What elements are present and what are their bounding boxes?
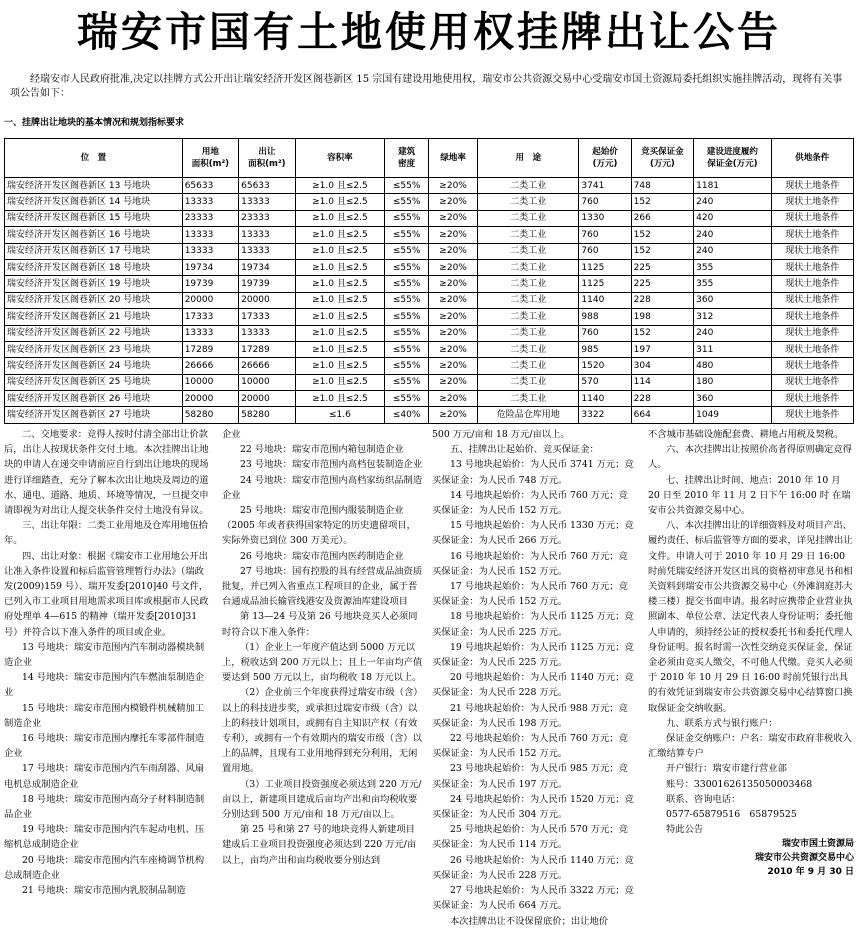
paragraph: 13 号地块：瑞安市范围内汽车制动器模块制造企业 [4,641,205,669]
table-cell: 1140 [579,391,631,407]
table-body [5,178,854,424]
table-cell: ≤55% [385,325,429,341]
table-cell: 760 [579,194,631,210]
table-cell: 瑞安经济开发区阁巷新区 15 号地块 [5,210,183,226]
table-cell: 1330 [579,210,631,226]
table-cell: 13333 [182,194,238,210]
paragraph: 17 号地块起始价：为人民币 760 万元；竞买保证金：为人民币 152 万元。 [432,581,628,608]
table-cell: 二类工业 [478,341,579,357]
table-cell: 瑞安经济开发区阁巷新区 27 号地块 [5,407,183,423]
table-header-row [5,139,854,178]
table-cell: ≥1.0 且≤2.5 [295,227,385,243]
table-cell: 355 [694,276,771,292]
table-row [5,391,854,407]
table-cell: 瑞安经济开发区阁巷新区 24 号地块 [5,358,183,374]
table-cell: ≥20% [429,194,478,210]
table-cell: 152 [631,243,693,259]
table-cell: ≥1.0 且≤2.5 [295,309,385,325]
table-cell: 19734 [239,259,295,275]
table-cell: 二类工业 [478,309,579,325]
table-cell: ≥1.0 且≤2.5 [295,210,385,226]
table-cell: 20000 [239,292,295,308]
paragraph: 开户银行：瑞安市建行营业部 [666,763,787,775]
table-cell: ≥20% [429,407,478,423]
table-cell: 13333 [239,194,295,210]
paragraph: 五、挂牌出让起始价、竞买保证金： [450,444,599,456]
paragraph: 20 号地块起始价：为人民币 1140 万元；竞买保证金：为人民币 228 万元。 [432,672,634,699]
paragraph: 四、出让对象：根据《瑞安市工业用地公开出让准入条件设置和标后监管管理暂行办法》（瑞政发(2009)159 号）、瑞开发委[2010]40 号文件，已列入市工业项目用地需求项目库或根据市人民政府处理单 4—615 的精神（瑞开发委[2010]31 号）并符合以下准入条件的项目或企业。 [4,550,209,638]
table-cell: 二类工业 [478,194,579,210]
table-cell: 197 [631,341,693,357]
table-cell: 65633 [182,178,238,194]
paragraph: 24 号地块：瑞安市范围内高档家纺织品制造企业 [222,474,423,501]
table-cell: 58280 [182,407,238,423]
intro-paragraph: 经瑞安市人民政府批准,决定以挂牌方式公开出让瑞安经济开发区阁巷新区 15 宗国有建设用地使用权，瑞安市公共资源交易中心受瑞安市国土资源局委托组织实施挂牌活动，现将有关事项公告如下： [10,74,843,99]
table-cell: 10000 [182,374,238,390]
table-cell: 现状土地条件 [771,292,853,308]
table-cell: 664 [631,407,693,423]
table-row [5,341,854,357]
table-cell: 225 [631,276,693,292]
table-cell: 304 [631,358,693,374]
table-cell: 二类工业 [478,227,579,243]
paragraph: 26 号地块起始价：为人民币 1140 万元；竞买保证金：为人民币 228 万元。 [432,854,634,881]
paragraph: 23 号地块：瑞安市范围内高档包装制造企业 [240,459,423,471]
table-cell: 危险品仓库用地 [478,407,579,423]
table-cell: 20000 [239,391,295,407]
table-cell: 二类工业 [478,325,579,341]
table-cell: 13333 [239,325,295,341]
table-cell: ≥20% [429,210,478,226]
table-cell: ≤55% [385,341,429,357]
table-header-cell: 起始价 (万元) [579,139,631,178]
table-cell: 570 [579,374,631,390]
table-cell: 瑞安经济开发区阁巷新区 26 号地块 [5,391,183,407]
table-row [5,194,854,210]
paragraph: 15 号地块：瑞安市范围内模锻件机械精加工制造企业 [4,702,205,729]
table-cell: 23333 [239,210,295,226]
table-cell: 152 [631,227,693,243]
table-cell: 现状土地条件 [771,259,853,275]
paragraph: 18 号地块起始价：为人民币 1125 万元；竞买保证金：为人民币 225 万元。 [432,611,634,638]
paragraph: 14 号地块：瑞安市范围内汽车燃油泵制造企业 [4,672,205,699]
table-row [5,309,854,325]
table-cell: 1520 [579,358,631,374]
table-cell: 19739 [182,276,238,292]
table-cell: ≤55% [385,358,429,374]
signature-org-2: 瑞安市公共资源交易中心 [754,853,854,864]
table-cell: 198 [631,309,693,325]
paragraph: 21 号地块起始价：为人民币 988 万元；竞买保证金：为人民币 198 万元。 [432,702,628,729]
paragraph: 企业 [222,429,241,440]
column-2 [222,427,424,873]
paragraph: 26 号地块：瑞安市范围内医药制造企业 [240,550,404,562]
paragraph: 七、挂牌出让时间、地点：2010 年 10 月 20 日至 2010 年 11 月 2 日下午 16:00 时 在瑞安市公共资源交易中心。 [648,474,851,517]
paragraph: 第 25 号和第 27 号的地块竞得人新建项目建成后工业项目投资强度必须达到 220 万元/亩以上，亩均产出和亩均税收要分别达到 [222,824,417,866]
table-cell: 20000 [182,391,238,407]
table-cell: 13333 [182,243,238,259]
table-row [5,178,854,194]
table-cell: 10000 [239,374,295,390]
table-cell: ≥20% [429,391,478,407]
table-cell: 瑞安经济开发区阁巷新区 21 号地块 [5,309,183,325]
paragraph: 23 号地块起始价：为人民币 985 万元；竞买保证金：为人民币 197 万元。 [432,763,628,790]
table-cell: 152 [631,194,693,210]
paragraph: 0577-65879516 65879525 [666,809,797,821]
signature-date: 2010 年 9 月 30 日 [767,867,854,878]
table-cell: 19734 [182,259,238,275]
table-row [5,374,854,390]
signature-org-1: 瑞安市国土资源局 [781,839,854,850]
table-row [5,276,854,292]
table-cell: ≤55% [385,259,429,275]
paragraph: 13 号地块起始价：为人民币 3741 万元；竞买保证金：为人民币 748 万元。 [432,459,634,486]
table-cell: ≤55% [385,178,429,194]
page-title: 瑞安市国有土地使用权挂牌出让公告 [77,8,781,56]
table-cell: 瑞安经济开发区阁巷新区 19 号地块 [5,276,183,292]
table-header-cell: 位 置 [5,139,183,178]
table-cell: ≥20% [429,227,478,243]
paragraph: 21 号地块：瑞安市范围内乳胶制品制造 [22,885,186,897]
table-cell: ≤55% [385,292,429,308]
table-cell: 现状土地条件 [771,243,853,259]
table-cell: 312 [694,309,771,325]
table-cell: 360 [694,391,771,407]
table-cell: ≥20% [429,325,478,341]
table-cell: 20000 [182,292,238,308]
table-cell: 现状土地条件 [771,374,853,390]
table-cell: ≤55% [385,309,429,325]
paragraph: 24 号地块起始价：为人民币 1520 万元；竞买保证金：为人民币 304 万元。 [432,793,634,821]
table-cell: 240 [694,194,771,210]
table-cell: 现状土地条件 [771,325,853,341]
table-cell: 985 [579,341,631,357]
table-header-cell: 用地 面积(m²) [182,139,238,178]
table-cell: 65633 [239,178,295,194]
table-cell: 瑞安经济开发区阁巷新区 17 号地块 [5,243,183,259]
table-cell: 现状土地条件 [771,358,853,374]
table-cell: 240 [694,243,771,259]
table-cell: ≥20% [429,309,478,325]
table-cell: ≤55% [385,276,429,292]
table-header-cell: 容积率 [295,139,385,178]
table-cell: ≥1.0 且≤2.5 [295,178,385,194]
table-cell: ≤55% [385,243,429,259]
table-cell: ≤55% [385,374,429,390]
table-cell: 240 [694,227,771,243]
paragraph: 22 号地块：瑞安市范围内箱包制造企业 [240,444,404,456]
table-cell: 19739 [239,276,295,292]
table-cell: ≤55% [385,194,429,210]
paragraph: 联系、咨询电话： [666,793,741,805]
table-cell: ≥20% [429,178,478,194]
table-cell: 瑞安经济开发区阁巷新区 23 号地块 [5,341,183,357]
paragraph: 19 号地块：瑞安市范围内汽车起动电机、压缩机总成制造企业 [4,824,205,851]
table-cell: 23333 [182,210,238,226]
table-cell: 760 [579,227,631,243]
paragraph: 账号：33001626135050003468 [666,778,813,790]
table-cell: 现状土地条件 [771,309,853,325]
table-header-cell: 竞买保证金 (万元) [631,139,693,178]
paragraph: 17 号地块：瑞安市范围内汽车雨刮器、风扇电机总成制造企业 [4,763,205,790]
paragraph: 六、本次挂牌出让按照价高者得原则确定竞得人。 [648,444,852,471]
table-cell: ≤55% [385,227,429,243]
table-cell: 13333 [182,325,238,341]
signature-block [648,837,854,879]
table-cell: ≥20% [429,292,478,308]
table-cell: ≥1.0 且≤2.5 [295,259,385,275]
table-cell: 760 [579,325,631,341]
table-cell: 瑞安经济开发区阁巷新区 25 号地块 [5,374,183,390]
paragraph: 22 号地块起始价：为人民币 760 万元；竞买保证金：为人民币 152 万元。 [432,733,628,760]
table-cell: 180 [694,374,771,390]
table-cell: 26666 [182,358,238,374]
table-cell: 瑞安经济开发区阁巷新区 22 号地块 [5,325,183,341]
table-cell: 17333 [182,309,238,325]
table-cell: ≥1.0 且≤2.5 [295,292,385,308]
table-cell: 3322 [579,407,631,423]
table-cell: ≥20% [429,374,478,390]
table-cell: 760 [579,243,631,259]
paragraph: 不含城市基础设施配套费、耕地占用税及契税。 [648,429,844,440]
table-cell: 瑞安经济开发区阁巷新区 18 号地块 [5,259,183,275]
table-cell: ≥20% [429,243,478,259]
table-cell: 二类工业 [478,178,579,194]
table-row [5,358,854,374]
table-cell: ≥20% [429,276,478,292]
table-cell: 1125 [579,276,631,292]
table-row [5,227,854,243]
table-cell: 17289 [239,341,295,357]
table-cell: 二类工业 [478,259,579,275]
table-cell: 13333 [239,227,295,243]
paragraph: 九、联系方式与银行账户： [666,717,778,729]
paragraph: 保证金交纳账户：户名：瑞安市政府非税收入汇缴结算专户 [648,733,852,760]
table-cell: 二类工业 [478,292,579,308]
table-cell: 二类工业 [478,391,579,407]
table-cell: 228 [631,391,693,407]
table-row [5,325,854,341]
table-header-cell: 出让 面积(m²) [239,139,295,178]
table-cell: 1140 [579,292,631,308]
table-header-cell: 建设进度履约 保证金(万元) [694,139,771,178]
table-cell: 现状土地条件 [771,341,853,357]
paragraph: 二、交地要求：竞得人按时付清全部出让价款后，出让人按现状条件交付土地。本次挂牌出让地块的申请人在递交申请前应自行到出让地块的现场进行详细踏查，充分了解本次出让地块及周边的道水、通电、道路、地质、环境等情况，一旦提交申请即视为对出让人提交状条件交付土地没有异议。 [4,429,209,517]
table-cell: 240 [694,325,771,341]
paragraph: 特此公告 [666,824,704,836]
table-cell: 1125 [579,259,631,275]
paragraph: 25 号地块：瑞安市范围内服装制造企业（2005 年或者获得国家特定的历史遗留项目，实际外资已到位 300 万美元）。 [222,505,416,547]
table-cell: ≤1.6 [295,407,385,423]
table-cell: 355 [694,259,771,275]
table-cell: 瑞安经济开发区阁巷新区 16 号地块 [5,227,183,243]
table-cell: ≥20% [429,341,478,357]
table-cell: 二类工业 [478,243,579,259]
table-cell: 360 [694,292,771,308]
table-cell: ≥1.0 且≤2.5 [295,391,385,407]
table-cell: 二类工业 [478,374,579,390]
table-header-cell: 用 途 [478,139,579,178]
land-parcel-table [4,138,854,424]
table-cell: 13333 [239,243,295,259]
paragraph: 14 号地块起始价：为人民币 760 万元；竞买保证金：为人民币 152 万元。 [432,489,628,517]
table-cell: 13333 [182,227,238,243]
table-cell: 152 [631,325,693,341]
paragraph: 第 13—24 号及第 26 号地块竞买人必须同时符合以下准入条件： [222,611,418,638]
table-cell: 现状土地条件 [771,276,853,292]
table-header-cell: 建筑 密度 [385,139,429,178]
paragraph: 19 号地块起始价：为人民币 1125 万元；竞买保证金：为人民币 225 万元。 [432,641,634,669]
paragraph: 500 万元/亩和 18 万元/亩以上。 [432,429,570,440]
table-cell: ≥1.0 且≤2.5 [295,374,385,390]
table-cell: 1181 [694,178,771,194]
table-cell: 瑞安经济开发区阁巷新区 13 号地块 [5,178,183,194]
table-cell: ≥1.0 且≤2.5 [295,325,385,341]
table-cell: 17333 [239,309,295,325]
paragraph: 20 号地块：瑞安市范围内汽车座椅调节机构总成制造企业 [4,854,205,881]
column-4-body [648,427,854,837]
body-columns [4,427,854,927]
table-cell: 现状土地条件 [771,210,853,226]
table-cell: 二类工业 [478,276,579,292]
column-4 [648,427,854,878]
table-cell: ≥1.0 且≤2.5 [295,276,385,292]
table-cell: 17289 [182,341,238,357]
table-cell: ≥1.0 且≤2.5 [295,358,385,374]
table-row [5,259,854,275]
table-cell: ≤55% [385,210,429,226]
paragraph: 27 号地块：国有控股的具有经营成品油资质批复，并已列入省重点工程项目的企业，属于晋台通成品油长输管线港安及资源油库建设项目 [222,565,423,608]
table-cell: 二类工业 [478,358,579,374]
table-cell: 瑞安经济开发区阁巷新区 14 号地块 [5,194,183,210]
table-cell: 225 [631,259,693,275]
table-cell: 266 [631,210,693,226]
table-cell: ≥20% [429,358,478,374]
paragraph: 三、出让年限：二类工业用地及仓库用地伍拾年。 [4,520,208,547]
table-cell: 现状土地条件 [771,391,853,407]
table-cell: 311 [694,341,771,357]
table-cell: 988 [579,309,631,325]
table-cell: 420 [694,210,771,226]
table-cell: 58280 [239,407,295,423]
table-header-cell: 绿地率 [429,139,478,178]
column-3 [432,427,636,927]
table-cell: ≥1.0 且≤2.5 [295,243,385,259]
table-row [5,243,854,259]
paragraph: 16 号地块起始价：为人民币 760 万元；竞买保证金：为人民币 152 万元。 [432,550,628,577]
paragraph: （2）企业前三个年度获得过瑞安市级（含）以上的科技进步奖，或承担过瑞安市级（含）以上的科技计划项目，或拥有自主知识产权（有效专利），或拥有一个有效期内的瑞安市级（含）以上的品牌，且现有工业用地得到充分利用，无闲置用地。 [222,687,423,775]
table-cell: 瑞安经济开发区阁巷新区 20 号地块 [5,292,183,308]
paragraph: 八、本次挂牌出让的详细资料及对项目产出、履约责任、标后监管等方面的要求，详见挂牌出让文件。申请人可于 2010 年 10 月 29 日 16:00 时前凭瑞安经济开发区出具的资格初审意见书和相关资料到瑞安市公共资源交易中心（外滩润庭苏大楼三楼）提交书面申请。报名时应携带企业营业执照副本、单位公章、法定代表人身份证明；委托他人申请的，须持经公证的授权委托书和委托代理人身份证明。报名时需一次性交纳竞买保证金，保证金必须由竞买人缴交，不可他人代缴。竞买人必须于 2010 年 10 月 29 日 16:00 时前凭银行出具的有效凭证到瑞安市公共资源交易中心结算窗口换取保证金交纳收据。 [648,520,853,714]
table-cell: ≥1.0 且≤2.5 [295,341,385,357]
table-cell: 114 [631,374,693,390]
table-cell: 26666 [239,358,295,374]
table-cell: 现状土地条件 [771,178,853,194]
table-cell: 现状土地条件 [771,194,853,210]
table-cell: 现状土地条件 [771,407,853,423]
table-header-cell: 供地条件 [771,139,853,178]
paragraph: 本次挂牌出让不设保留底价；出让地价 [450,915,609,927]
table-cell: ≥1.0 且≤2.5 [295,194,385,210]
paragraph: 25 号地块起始价：为人民币 570 万元；竞买保证金：为人民币 114 万元。 [432,824,628,851]
table-cell: 228 [631,292,693,308]
section-1-heading: 一、挂牌出让地块的基本情况和规划指标要求 [4,118,185,128]
paragraph: （1）企业上一年度产值达到 5000 万元以上，税收达到 200 万元以上；且上一年亩均产值要达到 500 万元以上，亩均税收 18 万元以上。 [222,641,423,684]
column-1 [4,427,212,897]
table-cell: 748 [631,178,693,194]
table-cell: 3741 [579,178,631,194]
paragraph: 18 号地块：瑞安市范围内高分子材料制造制品企业 [4,793,205,821]
paragraph: 16 号地块：瑞安市范围内摩托车零部件制造企业 [4,733,205,760]
table-row [5,407,854,423]
table-cell: ≤40% [385,407,429,423]
table-cell: 二类工业 [478,210,579,226]
table-cell: ≥20% [429,259,478,275]
paragraph: 15 号地块起始价：为人民币 1330 万元；竞买保证金：为人民币 266 万元。 [432,520,634,547]
paragraph: （3）工业项目投资强度必须达到 220 万元/亩以上，新建项目建成后亩均产出和亩均税收要分别达到 500 万元/亩和 18 万元/亩以上。 [222,778,422,821]
table-row [5,210,854,226]
table-cell: 现状土地条件 [771,227,853,243]
table-row [5,292,854,308]
table-cell: ≤55% [385,391,429,407]
paragraph: 27 号地块起始价：为人民币 3322 万元；竞买保证金：为人民币 664 万元。 [432,885,634,912]
table-cell: 480 [694,358,771,374]
table-cell: 1049 [694,407,771,423]
